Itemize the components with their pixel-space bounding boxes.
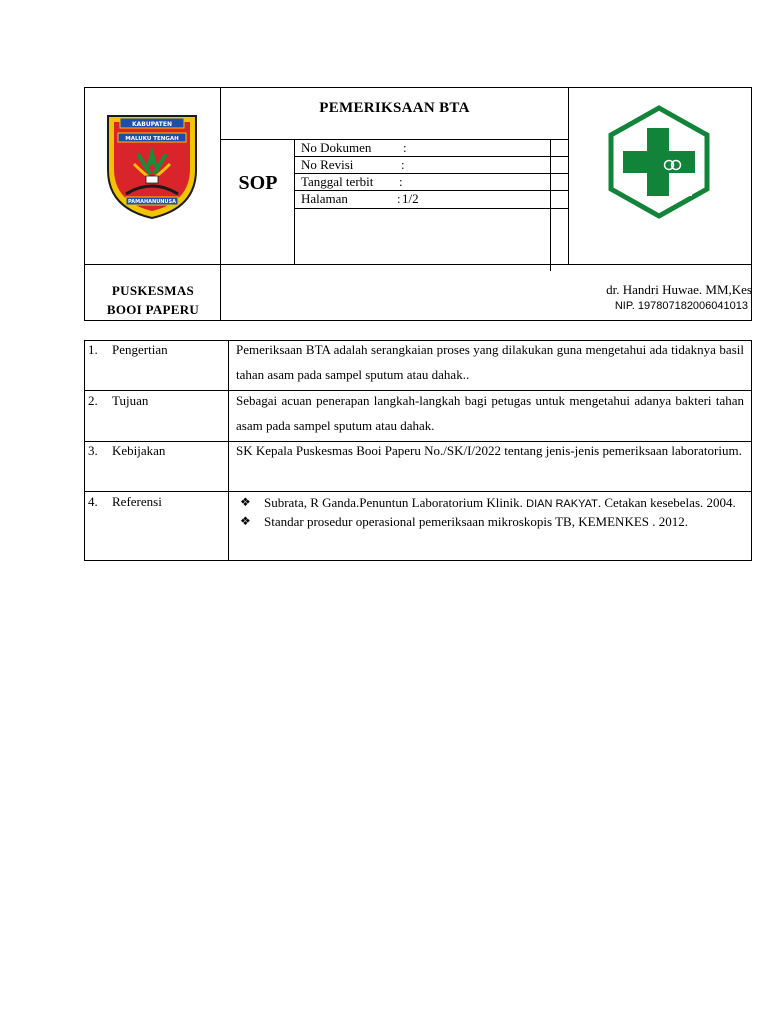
crest-text-mid: MALUKU TENGAH bbox=[125, 136, 179, 142]
meta-no-dokumen bbox=[301, 140, 407, 156]
crest-text-bottom: PAMAHANUNUSA bbox=[128, 199, 176, 205]
meta-colon: : bbox=[399, 174, 403, 189]
signer-nip: NIP. 197807182006041013 bbox=[614, 300, 748, 312]
header-col-line-1 bbox=[220, 87, 221, 321]
header-col-line-4 bbox=[550, 139, 551, 271]
meta-key: Halaman bbox=[301, 191, 348, 206]
section-number: 1. bbox=[88, 342, 98, 357]
header-border-left bbox=[84, 87, 85, 321]
table-border-left bbox=[84, 340, 85, 561]
table-border-bottom bbox=[84, 560, 752, 561]
section-label-referensi: Referensi bbox=[112, 494, 162, 509]
table-row-line-3 bbox=[84, 491, 752, 492]
org-name-line2: BOOI PAPERU bbox=[106, 302, 200, 317]
header-border-bottom bbox=[84, 320, 752, 321]
reference-text: Subrata, R Ganda.Penuntun Laboratorium Klinik. bbox=[264, 495, 523, 510]
header-title-underline bbox=[220, 139, 568, 140]
meta-tanggal-terbit bbox=[301, 174, 403, 190]
puskesmas-hexagon-cross-icon bbox=[606, 104, 712, 220]
sop-label: SOP bbox=[238, 172, 278, 194]
section-label-kebijakan: Kebijakan bbox=[112, 443, 166, 458]
header-col-line-3 bbox=[294, 139, 295, 265]
meta-line-4 bbox=[294, 208, 568, 209]
meta-value-halaman: 1/2 bbox=[402, 191, 419, 206]
reference-text-tail: . Cetakan kesebelas. 2004. bbox=[597, 495, 736, 510]
meta-colon: : bbox=[401, 157, 405, 172]
section-label-tujuan: Tujuan bbox=[112, 393, 149, 408]
section-number: 4. bbox=[88, 494, 98, 509]
reference-list bbox=[240, 495, 744, 531]
meta-colon: : bbox=[403, 140, 407, 155]
crest-text-top: KABUPATEN bbox=[132, 121, 172, 128]
table-border-right bbox=[751, 340, 752, 561]
signer-name: dr. Handri Huwae. MM,Kes bbox=[606, 282, 752, 297]
table-col-line bbox=[228, 340, 229, 561]
diamond-bullet-icon: ❖ bbox=[240, 495, 251, 509]
pengertian-text: Pemeriksaan BTA adalah serangkaian proses yang dilakukan guna mengetahui ada tidaknya basil tahan asam pada sampel sputum atau dahak.. bbox=[236, 342, 744, 382]
maluku-tengah-regency-crest-icon bbox=[104, 112, 200, 222]
meta-no-revisi bbox=[301, 157, 405, 173]
header-divider bbox=[84, 264, 752, 265]
reference-publisher: DIAN RAKYAT bbox=[526, 498, 598, 510]
meta-key: No Dokumen bbox=[301, 140, 372, 155]
reference-item bbox=[240, 495, 744, 512]
meta-colon: : bbox=[397, 191, 401, 206]
meta-key: No Revisi bbox=[301, 157, 354, 172]
org-name-line1: PUSKESMAS bbox=[111, 283, 195, 298]
section-text-kebijakan bbox=[236, 438, 744, 463]
reference-item bbox=[240, 514, 744, 529]
header-border-top bbox=[84, 87, 752, 88]
header-col-line-2 bbox=[568, 87, 569, 265]
section-number: 3. bbox=[88, 443, 98, 458]
section-number: 2. bbox=[88, 393, 98, 408]
diamond-bullet-icon: ❖ bbox=[240, 514, 251, 528]
meta-halaman bbox=[301, 191, 419, 207]
section-label-pengertian: Pengertian bbox=[112, 342, 168, 357]
section-text-tujuan bbox=[236, 388, 744, 438]
meta-key: Tanggal terbit bbox=[301, 174, 374, 189]
tujuan-text: Sebagai acuan penerapan langkah-langkah bagi petugas untuk mengetahui adanya bakteri tahan asam pada sampel sputum atau dahak. bbox=[236, 393, 744, 433]
kebijakan-text: SK Kepala Puskesmas Booi Paperu No./SK/I/2022 tentang jenis-jenis pemeriksaan laboratorium. bbox=[236, 443, 742, 458]
section-text-pengertian bbox=[236, 337, 744, 387]
document-title: PEMERIKSAAN BTA bbox=[319, 100, 470, 116]
reference-text: Standar prosedur operasional pemeriksaan mikroskopis TB, KEMENKES . 2012. bbox=[264, 514, 688, 529]
